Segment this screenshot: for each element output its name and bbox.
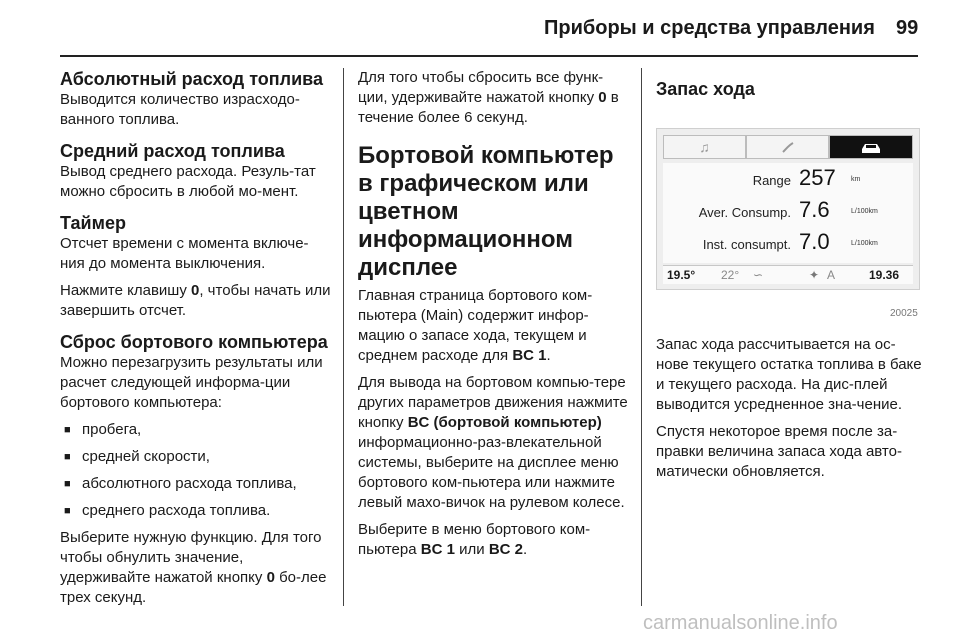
main-page-pre: Главная страница бортового ком-пьютера (Main) содержит инфор-мацию о запасе хода, текущем и среднем расходе для	[358, 287, 593, 364]
page-number: 99	[896, 17, 919, 39]
reset-select-post: бо-лее трех секунд.	[60, 569, 327, 606]
display-rows	[663, 163, 913, 263]
timer-press-post: , чтобы начать или завершить отсчет.	[60, 282, 331, 319]
aver-consump-label: Aver. Consump.	[698, 205, 791, 220]
phone-icon	[780, 140, 796, 156]
reset-all-key: 0	[598, 89, 607, 106]
range-label: Range	[752, 173, 791, 188]
timer-press-pre: Нажмите клавишу	[60, 282, 191, 299]
range-heading: Запас хода	[656, 79, 755, 99]
reset-text: Можно перезагрузить результаты или расчет следующей информа-ции бортового компьютера:	[60, 354, 323, 411]
car-tab	[829, 135, 913, 159]
bc2-option: BC 2	[488, 541, 523, 558]
audio-tab	[663, 135, 746, 159]
reset-list	[60, 420, 332, 521]
seat-heat-icon: ∽	[753, 268, 764, 282]
range-value: 257	[799, 165, 836, 190]
bc-button-text	[358, 373, 630, 513]
abs-fuel-heading: Абсолютный расход топлива	[60, 69, 323, 89]
range-unit: km	[851, 176, 861, 183]
reset-select-text	[60, 528, 332, 608]
reset-key: 0	[266, 569, 275, 586]
display-screenshot	[656, 128, 920, 290]
reset-all-text	[358, 68, 630, 128]
timer-heading: Таймер	[60, 213, 126, 233]
header-title: Приборы и средства управления	[544, 17, 875, 39]
range-text-block	[656, 335, 928, 489]
display-status-bar	[663, 265, 913, 284]
abs-fuel-text: Выводится количество израсходо-ванного топлива.	[60, 91, 300, 128]
avg-fuel-heading: Средний расход топлива	[60, 141, 285, 161]
bc-button-post: информационно-раз-влекательной системы, выберите на дисплее меню бортового ком-пьютера или нажмите левый махо-вичок на рулевом колесе.	[358, 434, 625, 511]
select-menu-pre: Выберите в меню бортового ком-пьютера	[358, 521, 591, 558]
aver-consump-row	[663, 197, 913, 227]
reset-all-post: в течение более 6 секунд.	[358, 89, 619, 126]
inst-consumpt-value: 7.0	[799, 229, 830, 254]
trip-computer-heading: Бортовой компьютер в графическом или цветном информационном дисплее	[358, 142, 614, 281]
column-divider-left	[343, 68, 344, 606]
column-2	[358, 68, 630, 567]
bc-button-key: BC (бортовой компьютер)	[407, 414, 602, 431]
timer-text: Отсчет времени с момента включе-ния до момента выключения.	[60, 235, 309, 272]
range-text-1: Запас хода рассчитывается на ос-нове текущего остатка топлива в баке и текущего расхода. На дис-плей выводится усредненное зна-чение.	[656, 336, 922, 413]
fan-icon: ✦	[809, 268, 820, 282]
list-item: ■ пробега,	[60, 420, 332, 440]
aver-consump-unit: L/100km	[851, 208, 878, 215]
range-row	[663, 165, 913, 195]
inst-consumpt-unit: L/100km	[851, 240, 878, 247]
column-1	[60, 68, 332, 615]
aver-consump-value: 7.6	[799, 197, 830, 222]
reset-heading: Сброс бортового компьютера	[60, 332, 328, 352]
reset-select-pre: Выберите нужную функцию. Для того чтобы обнулить значение, удерживайте нажатой кнопку	[60, 529, 322, 586]
main-page-post: .	[546, 347, 551, 364]
bc1-option: BC 1	[420, 541, 455, 558]
select-menu-post: .	[523, 541, 528, 558]
list-item: ■ среднего расхода топлива.	[60, 501, 332, 521]
phone-tab	[746, 135, 829, 159]
fan-mode: A	[827, 268, 836, 282]
car-icon	[860, 141, 882, 155]
clock-time: 19.36	[869, 268, 900, 282]
bc-button-pre: Для вывода на бортовом компью-тере других параметров движения нажмите кнопку	[358, 374, 628, 431]
music-note-icon: ♫	[699, 139, 710, 155]
main-page-text	[358, 286, 630, 366]
list-item: ■ средней скорости,	[60, 447, 332, 467]
select-menu-text	[358, 520, 630, 560]
timer-press-text	[60, 281, 332, 321]
bc1-key: BC 1	[512, 347, 547, 364]
right-temp: 22°	[721, 268, 740, 282]
column-divider-right	[641, 68, 642, 606]
avg-fuel-text: Вывод среднего расхода. Резуль-тат можно сбросить в любой мо-мент.	[60, 163, 316, 200]
select-menu-mid: или	[454, 541, 489, 558]
display-tab-bar	[663, 135, 913, 159]
column-3	[656, 68, 928, 100]
list-item: ■ абсолютного расхода топлива,	[60, 474, 332, 494]
range-text-2: Спустя некоторое время после за-правки величина запаса хода авто-матически обновляется.	[656, 423, 902, 480]
left-temp: 19.5°	[667, 268, 696, 282]
image-id: 20025	[890, 308, 918, 319]
inst-consumpt-label: Inst. consumpt.	[702, 237, 791, 252]
inst-consumpt-row	[663, 229, 913, 259]
timer-key: 0	[191, 282, 200, 299]
reset-all-pre: Для того чтобы сбросить все функ-ции, удерживайте нажатой кнопку	[358, 69, 604, 106]
header-rule	[60, 55, 918, 57]
watermark: carmanualsonline.info	[643, 612, 838, 634]
